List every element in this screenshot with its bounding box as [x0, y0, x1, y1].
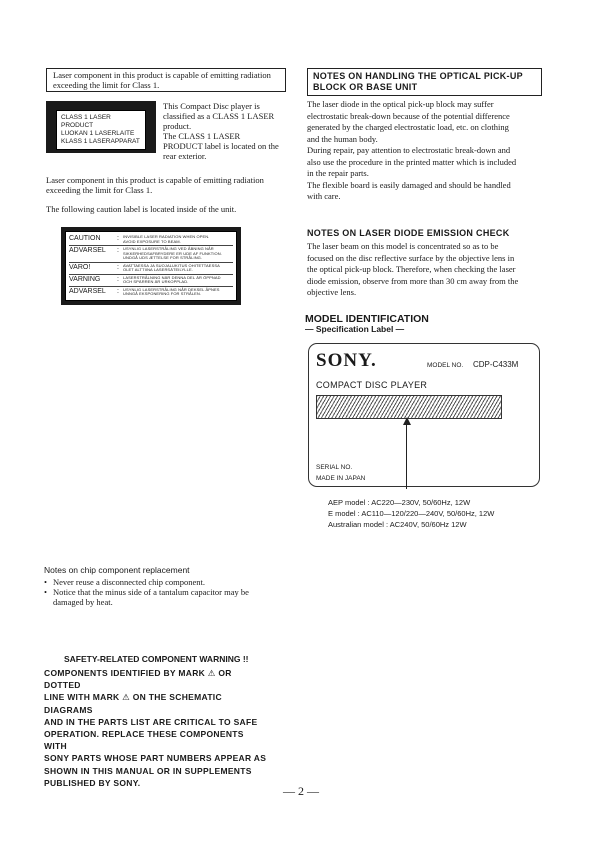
caution-key: ADVARSEL	[69, 247, 106, 254]
bullet: •	[44, 587, 47, 597]
caution-text: UNDGÅ UDS ÆTTELSE FOR STRÅLING.	[123, 255, 203, 260]
chip-notes-list	[44, 577, 294, 607]
handling-line: also use the procedure in the printed matter which is included	[307, 156, 517, 167]
arrow-line	[406, 424, 407, 489]
chip-note-line: Notice that the minus side of a tantalum capacitor may be	[53, 587, 249, 597]
caution-text: OLET ALTTIINA LASERSÄTEILYLLE.	[123, 267, 193, 272]
handling-line: The flexible board is easily damaged and should be handled	[307, 179, 511, 190]
power-spec: E model : AC110—120/220—240V, 50/60Hz, 12W	[328, 509, 495, 518]
emission-heading: NOTES ON LASER DIODE EMISSION CHECK	[307, 228, 510, 238]
emission-line: diode emission, observe from more than 30 cm away from the	[307, 275, 519, 286]
caution-row: VARNING : LASERSTRÅLNING NÄR DENNA DEL ÄR ÖPPNAD OCH SPÄRREN ÄR URKOPPLAD.	[69, 275, 233, 287]
safety-warning-body	[44, 667, 269, 789]
caution-row: ADVARSEL : USYNLIG LASERSTRÅLING NÅR DEKSEL ÅPNES UNNGÅ EKSPONERING FOR STRÅLEN.	[69, 286, 220, 296]
model-id-subtitle: — Specification Label —	[305, 324, 405, 334]
sony-logo: SONY.	[316, 350, 377, 371]
handling-line: During repair, pay attention to electrostatic break-down and	[307, 145, 511, 155]
laser-notice-line: Laser component in this product is capable of emitting radiation	[53, 70, 271, 80]
safety-line: SHOWN IN THIS MANUAL OR IN SUPPLEMENTS	[44, 765, 252, 776]
class1-label-line: LUOKAN 1 LASERLAITE	[61, 130, 135, 137]
handling-line: in the repair parts.	[307, 168, 369, 178]
handling-line: electrostatic break-down because of the potential difference	[307, 110, 510, 121]
safety-line: AND IN THE PARTS LIST ARE CRITICAL TO SAFE	[44, 716, 258, 727]
safety-line: SONY PARTS WHOSE PART NUMBERS APPEAR AS	[44, 753, 267, 764]
class1-laser-label	[46, 101, 156, 153]
emission-line: the optical pick-up block. Therefore, when checking the laser	[307, 264, 516, 274]
class1-desc-line: PRODUCT label is located on the	[163, 141, 279, 151]
product-name: COMPACT DISC PLAYER	[316, 380, 428, 390]
caution-text: UNNGÅ EKSPONERING FOR STRÅLEN.	[123, 291, 202, 296]
safety-line: PUBLISHED BY SONY.	[44, 777, 141, 788]
laser-paragraph-line: exceeding the limit for Class 1.	[46, 185, 153, 195]
bullet: •	[44, 577, 47, 587]
laser-notice-box	[46, 68, 286, 92]
class1-desc-line: product.	[163, 121, 192, 131]
caution-text: LASERSTRÅLNING NÄR DENNA DEL ÄR ÖPPNAD	[123, 274, 221, 280]
power-spec: Australian model : AC240V, 50/60Hz 12W	[328, 520, 467, 529]
caution-row: VARO! : AVATTAESSA JA SUOJALUKITUS OHITETTAESSA OLET ALTTIINA LASERSÄTEILYLLE.	[69, 263, 233, 275]
caution-key: VARNING	[69, 275, 101, 283]
caution-label	[61, 227, 241, 305]
caution-text: INVISIBLE LASER RADIATION WHEN OPEN.	[123, 234, 210, 239]
class1-desc-line: rear exterior.	[163, 151, 207, 161]
caution-text: USYNLIG LASERSTRÅLING VED ÅBNING NÅR	[123, 246, 214, 251]
handling-heading-line: NOTES ON HANDLING THE OPTICAL PICK-UP	[313, 71, 523, 81]
chip-note-line: damaged by heat.	[53, 597, 113, 607]
serial-no: SERIAL NO.	[316, 464, 353, 471]
emission-line: focused on the disc reflective surface by the objective lens in	[307, 252, 515, 263]
caution-intro: The following caution label is located inside of the unit.	[46, 204, 237, 214]
model-id-title: MODEL IDENTIFICATION	[305, 313, 429, 325]
hatched-area	[316, 395, 502, 419]
handling-text	[307, 99, 545, 203]
caution-text: AVOID EXPOSURE TO BEAM.	[123, 238, 181, 244]
laser-paragraph-line: Laser component in this product is capable of emitting radiation	[46, 175, 264, 185]
caution-key: VARO!	[69, 263, 91, 271]
handling-heading	[307, 68, 542, 96]
emission-line: The laser beam on this model is concentrated so as to be	[307, 241, 499, 251]
caution-key: ADVARSEL	[69, 287, 106, 295]
safety-line: LINE WITH MARK ⚠ ON THE SCHEMATIC DIAGRAMS	[44, 692, 222, 715]
list-item	[44, 587, 294, 607]
class1-desc-line: This Compact Disc player is	[163, 101, 260, 111]
chip-note-line: Never reuse a disconnected chip component.	[53, 577, 205, 587]
class1-description	[163, 101, 288, 161]
safety-line: COMPONENTS IDENTIFIED BY MARK ⚠ OR DOTTED	[44, 668, 232, 691]
handling-line: The laser diode in the optical pick-up block may suffer	[307, 99, 494, 109]
caution-text: SIKKERHEDSAFBRYDERE ER UDE AF FUNKTION.	[123, 250, 222, 256]
model-no-value: CDP-C433M	[473, 360, 519, 369]
safety-line: OPERATION. REPLACE THESE COMPONENTS WITH	[44, 729, 244, 752]
caution-row: ADVARSEL : USYNLIG LASERSTRÅLING VED ÅBNING NÅR SIKKERHEDSAFBRYDERE ER UDE AF FUNKTION. UNDGÅ UDS ÆTTELSE FOR STRÅLING.	[69, 246, 233, 263]
laser-notice-line: exceeding the limit for Class 1.	[53, 80, 160, 90]
chip-notes-title: Notes on chip component replacement	[44, 565, 190, 575]
class1-label-line: CLASS 1 LASER PRODUCT	[61, 114, 111, 129]
arrow-up-icon	[403, 417, 411, 425]
class1-desc-line: classified as a CLASS 1 LASER	[163, 111, 275, 121]
page-number: — 2 —	[283, 784, 319, 798]
handling-line: generated by the charged electrostatic load, etc. on clothing	[307, 122, 509, 132]
emission-text	[307, 241, 545, 299]
class1-label-line: KLASS 1 LASERAPPARAT	[61, 138, 140, 145]
made-in: MADE IN JAPAN	[316, 475, 366, 482]
safety-warning-title: SAFETY-RELATED COMPONENT WARNING !!	[64, 654, 249, 664]
caution-text: OCH SPÄRREN ÄR URKOPPLAD.	[123, 279, 189, 284]
handling-heading-line: BLOCK OR BASE UNIT	[313, 82, 418, 92]
model-no-label: MODEL NO.	[427, 362, 464, 369]
handling-line: with care.	[307, 191, 341, 201]
caution-text: USYNLIG LASERSTRÅLING NÅR DEKSEL ÅPNES	[123, 286, 220, 292]
laser-paragraph	[46, 175, 296, 195]
emission-line: objective lens.	[307, 287, 357, 297]
power-spec: AEP model : AC220—230V, 50/60Hz, 12W	[328, 498, 471, 507]
caution-row: CAUTION : INVISIBLE LASER RADIATION WHEN OPEN. AVOID EXPOSURE TO BEAM.	[69, 234, 233, 246]
list-item	[44, 577, 294, 587]
handling-line: and the human body.	[307, 133, 378, 144]
class1-desc-line: The CLASS 1 LASER	[163, 131, 241, 141]
caution-key: CAUTION	[69, 235, 101, 242]
caution-text: AVATTAESSA JA SUOJALUKITUS OHITETTAESSA	[123, 262, 220, 268]
